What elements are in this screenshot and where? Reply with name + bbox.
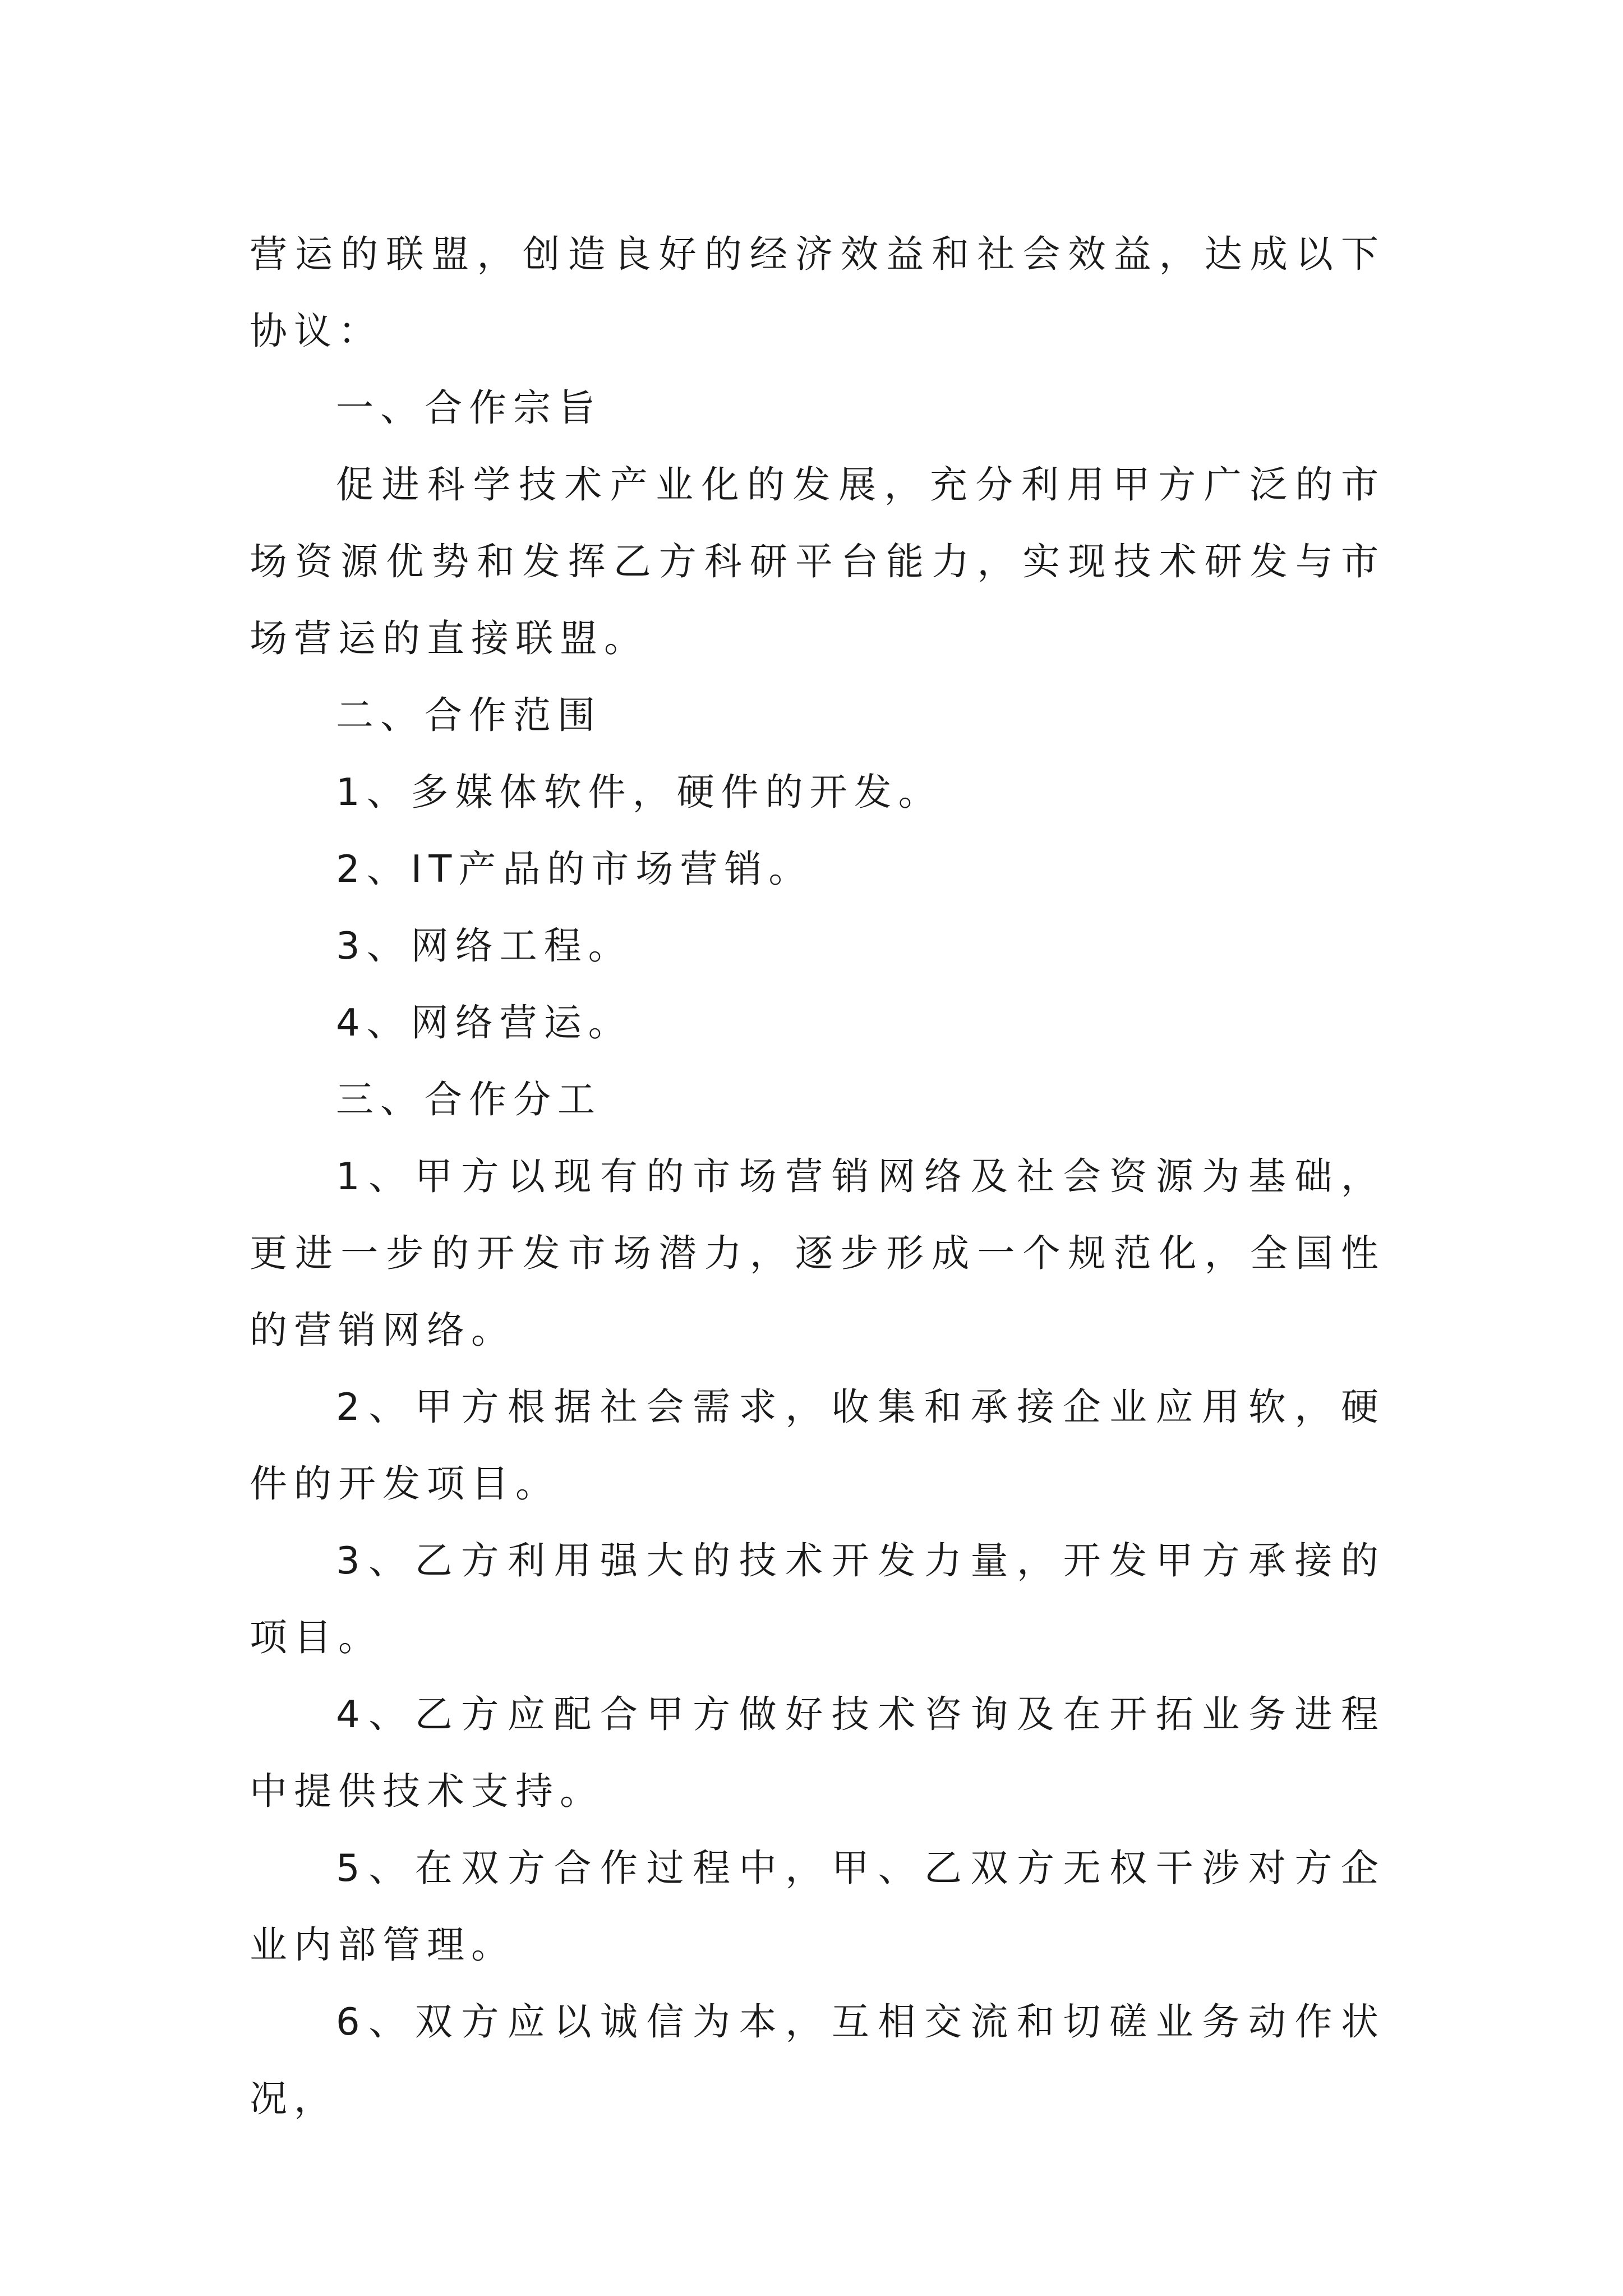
document-body bbox=[250, 216, 1385, 2137]
section-heading-scope: 二、合作范围 bbox=[336, 693, 602, 737]
division-item-2: 2、甲方根据社会需求，收集和承接企业应用软，硬件的开发项目。 bbox=[250, 1385, 1385, 1506]
scope-item-1: 1、多媒体软件，硬件的开发。 bbox=[336, 770, 943, 814]
paragraph-continuation: 营运的联盟，创造良好的经济效益和社会效益，达成以下协议： bbox=[250, 232, 1385, 353]
section-heading-division: 三、合作分工 bbox=[336, 1078, 602, 1121]
division-item-3: 3、乙方利用强大的技术开发力量，开发甲方承接的项目。 bbox=[250, 1539, 1385, 1659]
division-item-4: 4、乙方应配合甲方做好技术咨询及在开拓业务进程中提供技术支持。 bbox=[250, 1692, 1385, 1813]
scope-item-4: 4、网络营运。 bbox=[336, 1001, 633, 1045]
division-item-1: 1、甲方以现有的市场营销网络及社会资源为基础，更进一步的开发市场潜力，逐步形成一个规范化，全国性的营销网络。 bbox=[250, 1154, 1385, 1352]
scope-item-3: 3、网络工程。 bbox=[336, 924, 633, 968]
division-item-6: 6、双方应以诚信为本，互相交流和切磋业务动作状况， bbox=[250, 2000, 1385, 2120]
scope-item-2: 2、IT产品的市场营销。 bbox=[336, 847, 813, 891]
division-item-5: 5、在双方合作过程中，甲、乙双方无权干涉对方企业内部管理。 bbox=[250, 1846, 1385, 1967]
paragraph-purpose: 促进科学技术产业化的发展，充分利用甲方广泛的市场资源优势和发挥乙方科研平台能力，实现技术研发与市场营运的直接联盟。 bbox=[250, 463, 1385, 660]
section-heading-purpose: 一、合作宗旨 bbox=[336, 386, 602, 430]
